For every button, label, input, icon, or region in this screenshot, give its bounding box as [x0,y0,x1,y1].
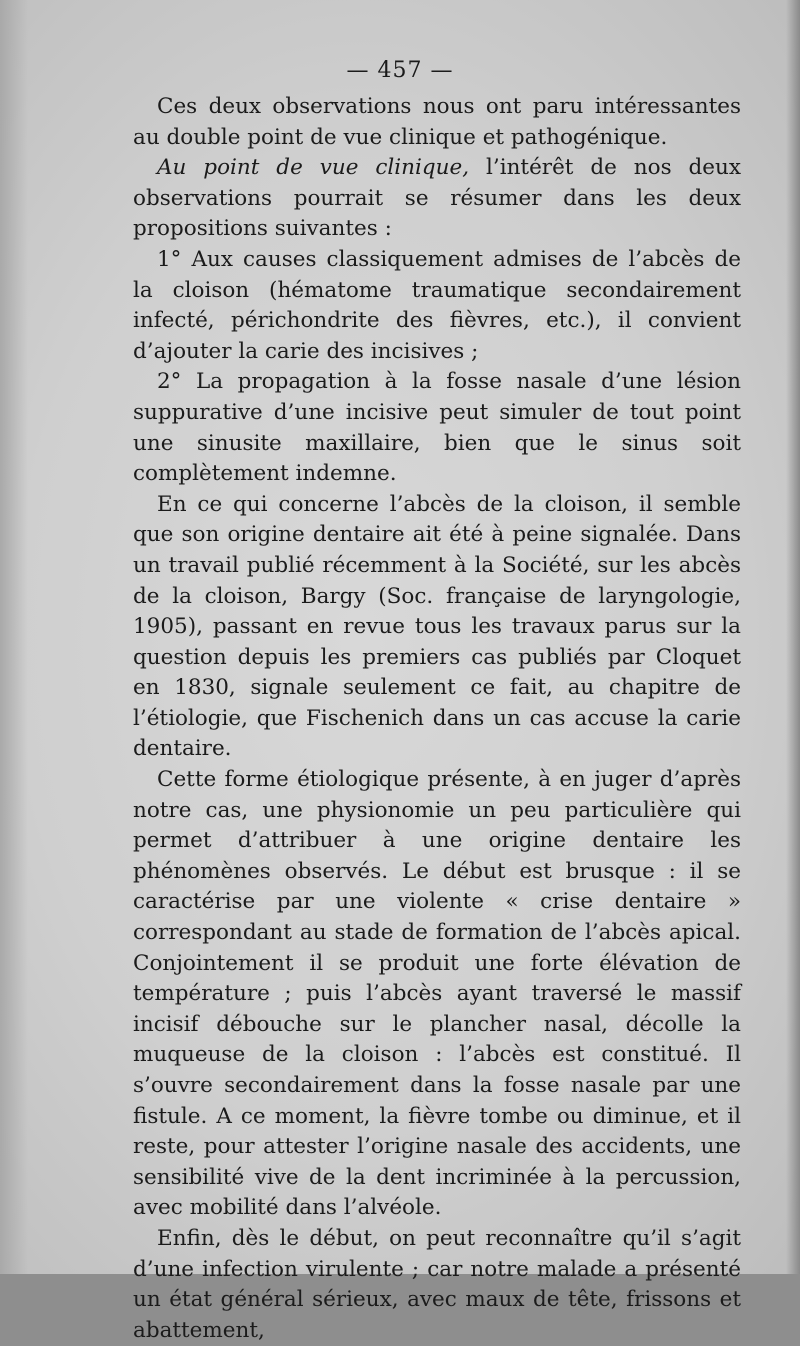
paragraph-3: 1° Aux causes classiquement admises de l’abcès de la cloison (hématome traumatique secondairement infecté, périchondrite des fièvres, etc.), il convient d’ajouter la carie des incisives ; [133,246,741,364]
page-number: — 457 — [346,58,454,83]
paragraph-7: Enfin, dès le début, on peut reconnaître qu’il s’agit d’une infection virulente ; car notre malade a présenté un état général sérieux, avec maux de tête, frissons et abattement, [133,1225,741,1343]
paragraph-4: 2° La propagation à la fosse nasale d’une lésion suppurative d’une incisive peut simuler de tout point une sinusite maxillaire, bien que le sinus soit complètement indemne. [133,369,741,487]
paragraph-2 [133,153,741,245]
body-text [133,92,741,1346]
paragraph-5: En ce qui concerne l’abcès de la cloison, il semble que son origine dentaire ait été à peine signalée. Dans un travail publié récemment à la Société, sur les abcès de la cloison, Bargy (Soc. française de laryngologie, 1905), passant en revue tous les travaux parus sur la question depuis les premiers cas publiés par Cloquet en 1830, signale seulement ce fait, au chapitre de l’étiologie, que Fischenich dans un cas accuse la carie dentaire. [133,491,741,762]
paragraph-2-italic-lead: Au point de vue clinique, [157,155,470,181]
page-edge-shadow [786,0,800,1274]
paragraph-2-text: l’intérêt de nos deux observations pourrait se résumer dans les deux propositions suivantes : [133,155,741,242]
paragraph-1: Ces deux observations nous ont paru intéressantes au double point de vue clinique et pathogénique. [133,94,741,150]
paragraph-6: Cette forme étiologique présente, à en juger d’après notre cas, une physionomie un peu particulière qui permet d’attribuer à une origine dentaire les phénomènes observés. Le début est brusque : il se caractérise par une violente « crise dentaire » correspondant au stade de formation de l’abcès apical. Conjointement il se produit une forte élévation de température ; puis l’abcès ayant traversé le massif incisif débouche sur le plancher nasal, décolle la muqueuse de la cloison : l’abcès est constitué. Il s’ouvre secondairement dans la fosse nasale par une fistule. A ce moment, la fièvre tombe ou diminue, et il reste, pour attester l’origine nasale des accidents, une sensibilité vive de la dent incriminée à la percussion, avec mobilité dans l’alvéole. [133,767,741,1221]
page-gutter-shadow [0,0,28,1274]
